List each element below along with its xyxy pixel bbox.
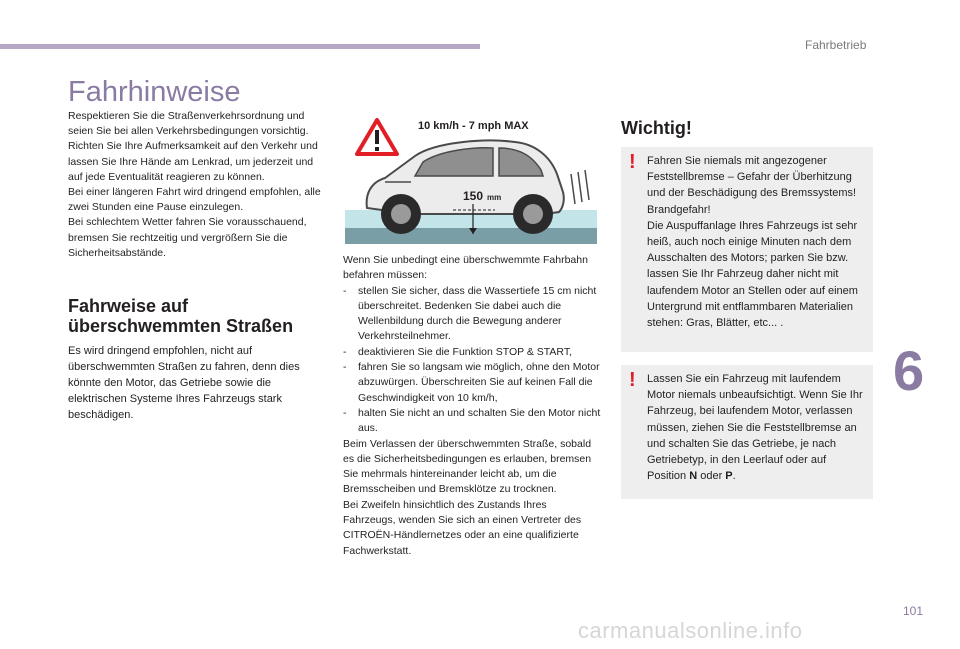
warning-box-unattended <box>621 365 873 499</box>
warning-triangle-icon <box>357 120 397 154</box>
motion-lines <box>571 170 589 204</box>
warning-text: Fahren Sie niemals mit angezogener Feststellbremse – Gefahr der Überhitzung und der Beschädigung des Bremssystems! <box>647 155 857 200</box>
gear-p-label: P <box>725 470 733 483</box>
gear-end-text: . <box>732 470 736 483</box>
flooded-roads-text: Es wird dringend empfohlen, nicht auf überschwemmten Straßen zu fahren, denn dies könnte den Motor, das Getriebe sowie die elektrischen Systeme Ihres Fahrzeugs stark beschädigen. <box>68 345 300 421</box>
flooded-car-illustration <box>345 116 597 244</box>
section-label: Fahrbetrieb <box>805 38 867 52</box>
doubt-text: Bei Zweifeln hinsichtlich des Zustands Ihres Fahrzeugs, wenden Sie sich an einen Vertreter des CITROËN-Händlernetzes oder an eine qualifizierte Fachwerkstatt. <box>343 498 582 557</box>
speed-limit-label: 10 km/h - 7 mph MAX <box>418 120 529 132</box>
flooded-roads-heading: Fahrweise auf überschwemmten Straßen <box>68 296 294 336</box>
gear-n-label: N <box>689 470 698 483</box>
exclamation-icon: ! <box>629 369 636 391</box>
warning-text <box>647 371 865 484</box>
depth-unit: mm <box>487 193 502 202</box>
page-number: 101 <box>903 604 924 618</box>
instructions-intro: Wenn Sie unbedingt eine überschwemmte Fahrbahn befahren müssen: <box>343 254 588 282</box>
chapter-number: 6 <box>893 339 925 402</box>
after-flood-text: Beim Verlassen der überschwemmten Straße, sobald es die Sicherheitsbedingungen es erlauben, bremsen Sie mehrmals hintereinander leicht ab, um die Bremsscheiben und Bremsklötze zu trocknen. <box>343 437 592 496</box>
depth-value: 150 <box>463 189 484 203</box>
intro-paragraph: Respektieren Sie die Straßenverkehrsordnung und seien Sie bei allen Verkehrsbedingungen vorsichtig. <box>68 110 309 138</box>
warning-box-parking-brake <box>621 147 873 352</box>
watermark: carmanualsonline.info <box>578 618 803 643</box>
intro-paragraph: Bei schlechtem Wetter fahren Sie vorausschauend, bremsen Sie rechtzeitig und vergrößern Sie die Sicherheitsabstände. <box>68 216 307 259</box>
intro-paragraph: Richten Sie Ihre Aufmerksamkeit auf den Verkehr und lassen Sie Ihre Hände am Lenkrad, um jederzeit und auf jede Eventualität reagieren zu können. <box>68 140 318 183</box>
exclamation-icon: ! <box>629 151 636 173</box>
warning-text-main: Lassen Sie ein Fahrzeug mit laufendem Motor niemals unbeaufsichtigt. Wenn Sie Ihr Fahrzeug, bei laufendem Motor, verlassen müssen, ziehen Sie die Feststellbremse an und schalten Sie das Getriebe, je nach Getriebetyp, in den Leerlauf oder auf Position <box>647 373 863 483</box>
warning-text: Brandgefahr! <box>647 203 711 216</box>
list-item: - fahren Sie so langsam wie möglich, ohne den Motor abzuwürgen. Überschreiten Sie auf keinen Fall die Geschwindigkeit von 10 km/h, <box>343 360 601 406</box>
flooded-instructions <box>343 253 601 559</box>
page-title: Fahrhinweise <box>68 76 241 108</box>
gear-or-text: oder <box>697 470 726 483</box>
instructions-list <box>343 284 601 437</box>
list-item: - deaktivieren Sie die Funktion STOP & START, <box>343 345 601 360</box>
list-item: - halten Sie nicht an und schalten Sie den Motor nicht aus. <box>343 406 601 437</box>
intro-paragraph: Bei einer längeren Fahrt wird dringend empfohlen, alle zwei Stunden eine Pause einzulegen. <box>68 186 321 214</box>
header-bar <box>0 44 480 49</box>
intro-text <box>68 109 326 261</box>
important-heading: Wichtig! <box>621 118 692 138</box>
warning-text: Die Auspuffanlage Ihres Fahrzeugs ist sehr heiß, auch noch einige Minuten nach dem Ausschalten des Motors; parken Sie bzw. lassen Sie Ihr Fahrzeug daher nicht mit laufendem Motor an Stellen oder auf einem Untergrund mit entflammbaren Materialien stehen: Gras, Blätter, etc... . <box>647 219 858 330</box>
list-item: - stellen Sie sicher, dass die Wassertiefe 15 cm nicht überschreitet. Bedenken Sie dabei auch die Wellenbildung durch die Bewegung anderer Verkehrsteilnehmer. <box>343 284 601 345</box>
